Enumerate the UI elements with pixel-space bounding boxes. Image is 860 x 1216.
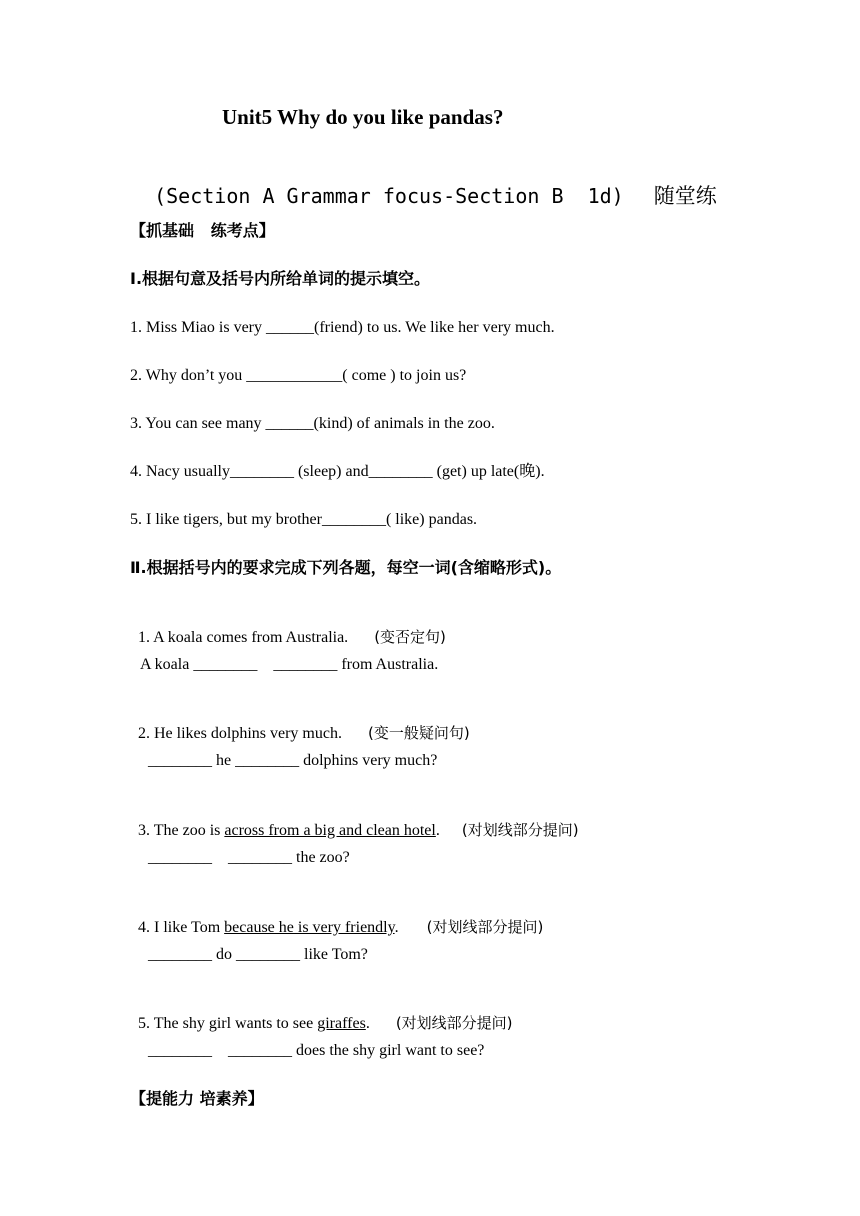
part2-q4-sentence [130,897,543,938]
part1-heading: Ⅰ.根据句意及括号内所给单词的提示填空。 [130,269,431,288]
part2-heading: Ⅱ.根据括号内的要求完成下列各题，每空一词(含缩略形式)。 [130,558,562,577]
part1-item-2: 2. Why don’t you ____________( come ) to join us? [130,367,467,384]
q2-instruction: (变一般疑问句) [367,724,470,742]
part2-q2-answer: ________ he ________ dolphins very much? [148,752,438,769]
q1-sentence-text: 1. A koala comes from Australia. [138,629,349,646]
q4-post: . [394,919,399,936]
q3-pre: 3. The zoo is [138,822,225,839]
q3-instruction: (对划线部分提问) [461,821,579,839]
q4-pre: 4. I like Tom [138,919,225,936]
q5-instruction: (对划线部分提问) [395,1014,513,1032]
q2-sentence-text: 2. He likes dolphins very much. [138,725,342,742]
part2-q1-answer: A koala ________ ________ from Australia. [140,656,439,673]
q5-post: . [365,1015,370,1032]
q3-post: . [435,822,440,839]
section-header-ability: 【提能力 培素养】 [130,1089,264,1108]
q5-pre: 5. The shy girl wants to see [138,1015,318,1032]
q4-underlined: because he is very friendly [224,919,395,936]
part2-q2-sentence [130,703,470,744]
document-title: Unit5 Why do you like pandas? [222,105,504,129]
part2-q4-answer: ________ do ________ like Tom? [148,946,368,963]
section-header-basics: 【抓基础 练考点】 [130,221,275,240]
subtitle-en: (Section A Grammar focus-Section B 1d) [154,184,624,208]
part1-item-5: 5. I like tigers, but my brother________( like) pandas. [130,511,478,528]
part2-q3-answer: ________ ________ the zoo? [148,849,350,866]
q1-instruction: (变否定句) [374,628,446,646]
part2-q3-sentence [130,800,579,841]
part1-item-3: 3. You can see many ______(kind) of animals in the zoo. [130,415,495,432]
part2-q1-sentence [130,607,446,648]
part1-item-1: 1. Miss Miao is very ______(friend) to us. We like her very much. [130,319,555,336]
part2-q5-sentence [130,993,513,1034]
q4-instruction: (对划线部分提问) [426,918,544,936]
q5-underlined: giraffes [317,1015,366,1032]
q3-underlined: across from a big and clean hotel [224,822,436,839]
part1-item-4: 4. Nacy usually________ (sleep) and________ (get) up late(晚). [130,463,545,480]
part2-q5-answer: ________ ________ does the shy girl want to see? [148,1042,485,1059]
document-subtitle [130,166,717,206]
subtitle-zh: 随堂练 [653,184,717,208]
